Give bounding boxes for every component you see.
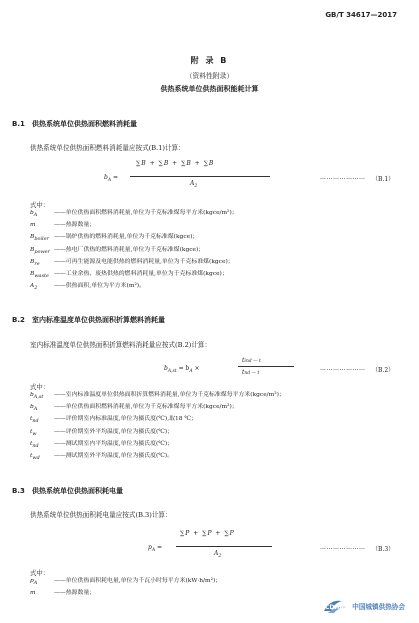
chda-logo-icon — [322, 597, 348, 615]
definition-row: $t_{nd}$ ——测试期室内平均温度,单位为摄氏度(℃)； — [30, 440, 174, 449]
section-heading-b1 — [12, 119, 137, 129]
appendix-heading: 供热系统单位供热面积能耗计算 — [160, 85, 259, 93]
formula-numerator: tind — t — [242, 357, 261, 364]
section-title: 供热系统单位供热面积耗电量 — [32, 487, 123, 495]
definition-list — [30, 207, 238, 292]
appendix-subtitle: （资料性附录） — [185, 72, 234, 80]
definition-row: $t_{nd}$ ——评价期室内标准温度,单位为摄氏度(℃),取18 ℃； — [30, 416, 197, 425]
formula-numerator: ∑P + ∑P + ∑P — [180, 530, 235, 537]
equation-label: （B.1） — [372, 176, 395, 183]
where-label: 式中： — [30, 569, 50, 577]
definition-row: $A_2$ ——供热面积,单位为平方米(m²)。 — [30, 283, 145, 292]
formula-lhs: $p_A$ = — [148, 544, 163, 554]
formula-denominator: $A_2$ — [190, 180, 198, 190]
formula-lhs: $b_{A,st} = b_A$ × — [164, 365, 200, 375]
definition-row: m ——热源数量； — [30, 590, 96, 597]
section-number: B.2 — [12, 316, 25, 324]
definition-row: $B_{waste}$ ——工业余热、废热供热的燃料消耗量,单位为千克标准煤(kgce)； — [30, 270, 228, 280]
where-label: 式中： — [30, 383, 50, 391]
section-number: B.1 — [12, 120, 25, 128]
section-title: 室内标准温度单位供热面积折算燃料消耗量 — [32, 316, 165, 324]
section-intro: 供热系统单位供热面积燃料消耗量应按式(B.1)计算： — [30, 144, 185, 152]
definition-row: $b_A$ ——单位供热面积燃料消耗量,单位为千克标准煤每平方米(kgce/m²)； — [30, 404, 238, 413]
section-heading-b2 — [12, 315, 165, 325]
definition-row: $p_A$ ——单位供热面积耗电量,单位为千瓦小时每平方米(kW·h/m²)； — [30, 578, 222, 587]
definition-row: $t_w$ ——评价期室外平均温度,单位为摄氏度(℃)； — [30, 428, 174, 437]
fraction-bar — [176, 546, 272, 547]
definition-row: $b_A$ ——单位供热面积燃料消耗量,单位为千克标准煤每平方米(kgce/m²)； — [30, 210, 238, 219]
equation-label: （B.3） — [372, 546, 395, 553]
association-logo — [322, 597, 405, 615]
appendix-title: 附 录 B — [190, 56, 229, 65]
formula-denominator: tnd — t — [242, 369, 260, 376]
where-label: 式中： — [30, 201, 50, 209]
standard-number: GB/T 34617—2017 — [325, 11, 397, 19]
section-intro: 供热系统单位供热面积耗电量应按式(B.3)计算： — [30, 511, 172, 519]
formula-numerator: ∑B + ∑B + ∑B + ∑B — [136, 160, 215, 167]
definition-row: $b_{A,st}$ ——室内标准温度单位供热面积折算燃料消耗量,单位为千克标准煤每平方米(kgce/m²)； — [30, 392, 285, 401]
equation-leader: ………………… — [320, 174, 366, 181]
fraction-bar — [238, 366, 294, 367]
fraction-bar — [130, 176, 270, 177]
definition-list — [30, 575, 221, 599]
section-heading-b3 — [12, 486, 123, 496]
formula-denominator: $A_2$ — [214, 550, 222, 560]
section-title: 供热系统单位供热面积燃料消耗量 — [32, 120, 137, 128]
equation-leader: ………………… — [320, 365, 366, 372]
equation-label: （B.2） — [372, 367, 395, 374]
definition-row: $B_{power}$ ——热电厂供热的燃料消耗量,单位为千克标准煤(kgce)； — [30, 246, 205, 255]
svg-text:CDHA: CDHA — [325, 604, 345, 611]
equation-leader: ………………… — [320, 544, 366, 551]
formula-lhs: $b_A$ = — [104, 174, 119, 184]
definition-row: $B_{re}$ ——可再生能源及电能供热的燃料消耗量,单位为千克标准煤(kgce)； — [30, 258, 234, 267]
association-name: 中国城镇供热协会 — [352, 603, 405, 611]
definition-row: m ——热源数量； — [30, 222, 96, 229]
definition-row: $t_{wd}$ ——测试期室外平均温度,单位为摄氏度(℃)。 — [30, 452, 174, 462]
section-number: B.3 — [12, 487, 25, 495]
definition-row: $B_{boiler}$ ——锅炉供热的燃料消耗量,单位为千克标准煤(kgce)； — [30, 234, 199, 243]
section-intro: 室内标准温度单位供热面积折算燃料消耗量应按式(B.2)计算： — [30, 341, 212, 349]
definition-list — [30, 389, 285, 462]
